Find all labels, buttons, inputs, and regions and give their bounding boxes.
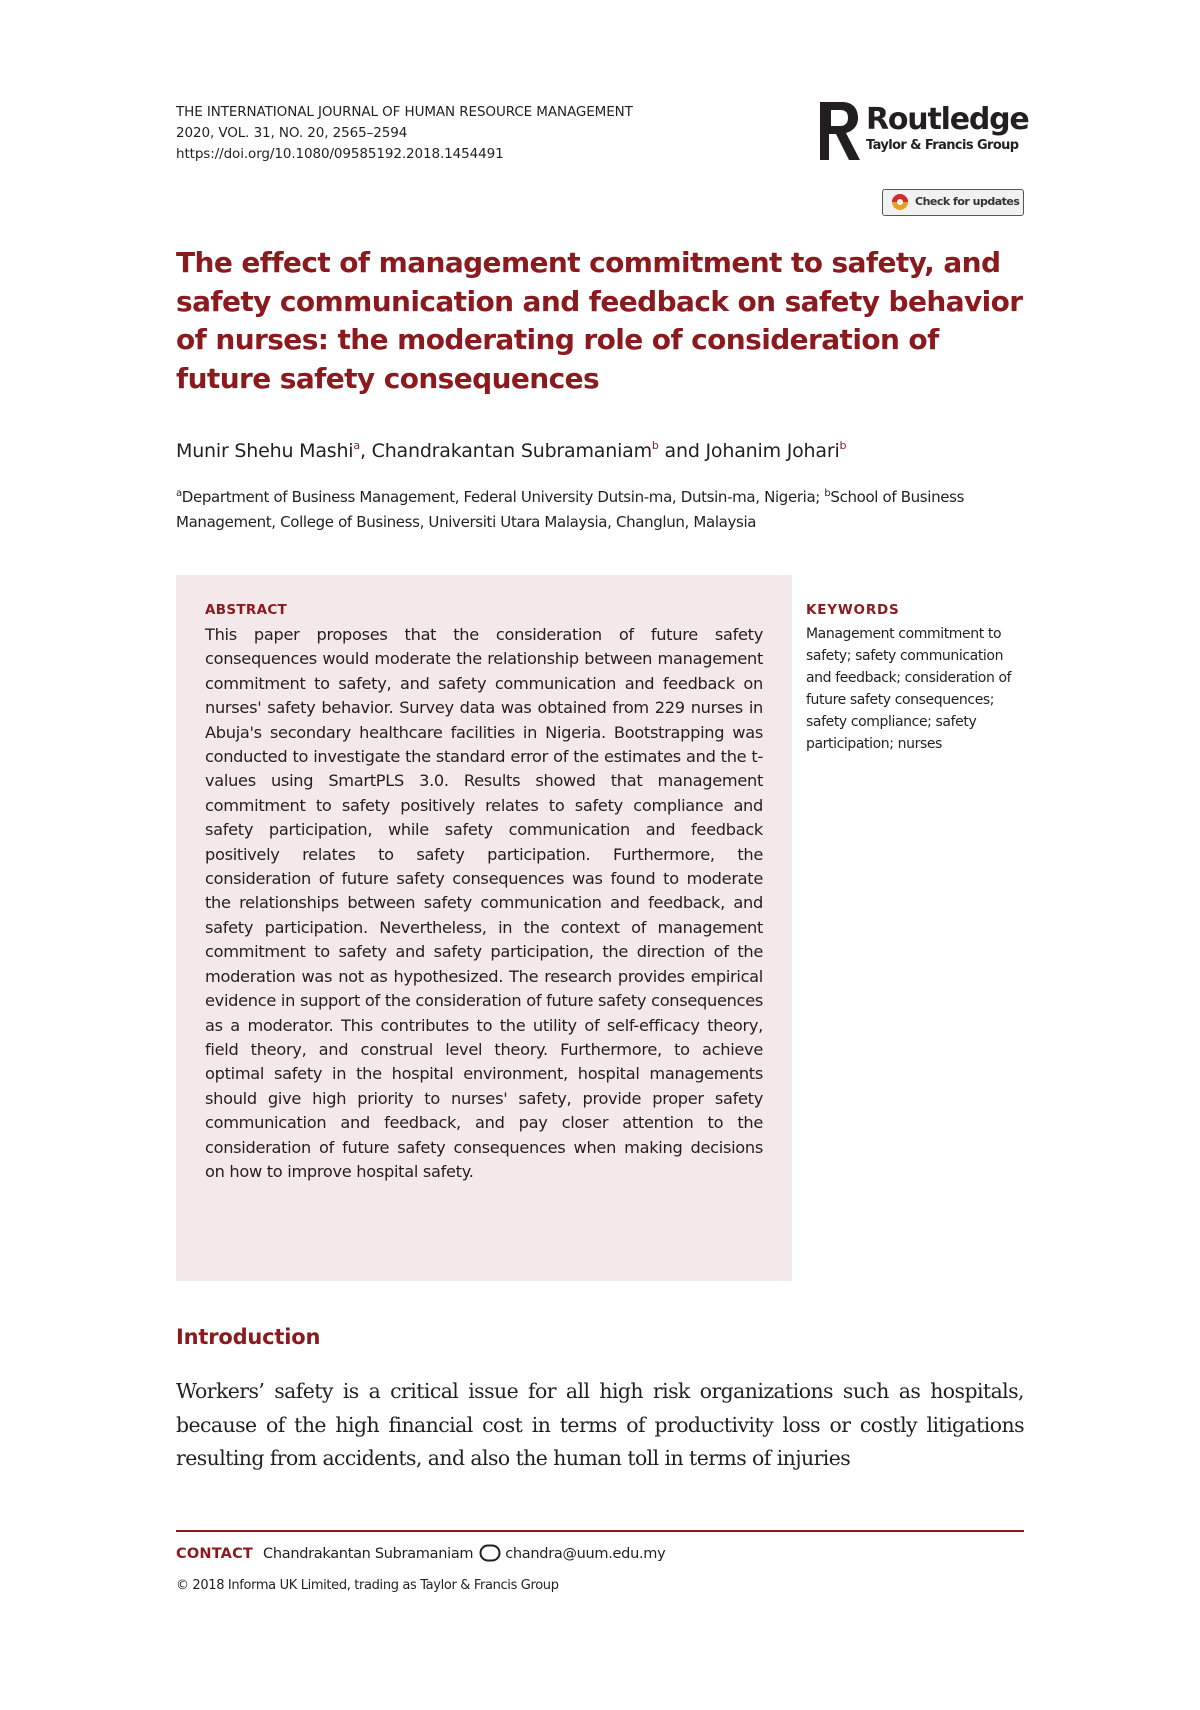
article-title: The effect of management commitment to safety, and safety communication and feedback on safety behavior of nurses: the moderating role of consideration of future safety consequences (176, 246, 1023, 395)
affiliation-text: Department of Business Management, Federal University Dutsin-ma, Dutsin-ma, Nigeria; (181, 488, 825, 506)
journal-volume: 2020, VOL. 31, NO. 20, 2565–2594 (176, 125, 408, 141)
check-for-updates-label: Check for updates (915, 195, 1020, 208)
check-for-updates-button[interactable] (882, 189, 1024, 216)
affiliation-text: School of Business Management, College of Business, Universiti Utara Malaysia, Changlun, Malaysia (176, 488, 965, 531)
affiliation-mark: b (839, 439, 847, 452)
contact-label: CONTACT (176, 1546, 254, 1562)
affiliation-mark: a (176, 488, 182, 499)
abstract-text: This paper proposes that the consideration of future safety consequences would moderate the relationship between management commitment to safety, and safety communication and feedback on nurses' safety behavior. Survey data was obtained from 229 nurses in Abuja's secondary healthcare facilities in Nigeria. Bootstrapping was conducted to investigate the standard error of the estimates and the t-values using SmartPLS 3.0. Results showed that management commitment to safety positively relates to safety compliance and safety participation, while safety communication and feedback positively relates to safety participation. Furthermore, the consideration of future safety consequences was found to moderate the relationships between safety communication and feedback, and safety participation. Nevertheless, in the context of management commitment to safety and safety participation, the direction of the moderation was not as hypothesized. The research provides empirical evidence in support of the consideration of future safety consequences as a moderator. This contributes to the utility of self-efficacy theory, field theory, and construal level theory. Furthermore, to achieve optimal safety in the hospital environment, hospital managements should give high priority to nurses' safety, provide proper safety communication and feedback, and pay closer attention to the consideration of future safety consequences when making decisions on how to improve hospital safety. (205, 625, 763, 1181)
publisher-name: Routledge (866, 102, 1029, 137)
author-name[interactable]: Johanim Johari (705, 440, 840, 462)
journal-header (176, 102, 736, 165)
email-icon (479, 1544, 501, 1562)
journal-name: THE INTERNATIONAL JOURNAL OF HUMAN RESOURCE MANAGEMENT (176, 104, 633, 120)
crossmark-icon (891, 193, 909, 211)
footer-divider (176, 1530, 1024, 1532)
author-list (176, 432, 1036, 465)
affiliation-mark: a (353, 439, 360, 452)
contact-line (176, 1544, 665, 1562)
author-separator: , (359, 440, 372, 462)
introduction-heading: Introduction (176, 1325, 321, 1349)
abstract-heading: ABSTRACT (205, 602, 288, 618)
doi-link[interactable]: https://doi.org/10.1080/09585192.2018.1454491 (176, 146, 504, 162)
affiliation-mark: b (651, 439, 659, 452)
publisher-logo (818, 100, 1030, 162)
author-name[interactable]: Munir Shehu Mashi (176, 440, 354, 462)
routledge-r-logo-icon (818, 100, 862, 162)
keywords-heading: KEYWORDS (806, 602, 900, 618)
publisher-group: Taylor & Francis Group (866, 138, 1019, 153)
keywords-text: Management commitment to safety; safety communication and feedback; consideration of future safety consequences; safety compliance; safety participation; nurses (806, 626, 1012, 752)
affiliation-mark: b (824, 488, 831, 499)
introduction-text: Workers’ safety is a critical issue for all high risk organizations such as hospitals, because of the high financial cost in terms of productivity loss or costly litigations resulting from accidents, and also the human toll in terms of injuries (176, 1379, 1024, 1470)
contact-name: Chandrakantan Subramaniam (263, 1546, 474, 1562)
affiliations (176, 481, 1036, 535)
author-name[interactable]: Chandrakantan Subramaniam (371, 440, 652, 462)
copyright-notice: © 2018 Informa UK Limited, trading as Taylor & Francis Group (176, 1578, 559, 1593)
author-separator: and (658, 440, 706, 462)
contact-email-link[interactable]: chandra@uum.edu.my (505, 1546, 666, 1562)
